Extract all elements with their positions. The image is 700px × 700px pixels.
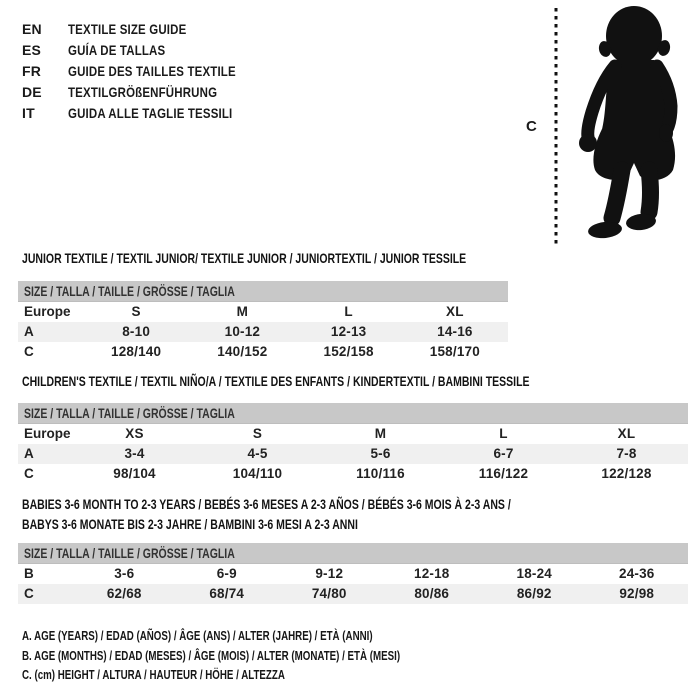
legend-note-text: A. AGE (YEARS) / EDAD (AÑOS) / ÂGE (ANS) / ALTER (JAHRE) / ETÀ (ANNI) bbox=[22, 628, 373, 643]
legend-note bbox=[22, 626, 526, 646]
table-cell: L bbox=[344, 304, 353, 319]
table-cell: XL bbox=[446, 304, 464, 319]
language-code: EN bbox=[22, 21, 42, 37]
table-cell: 8-10 bbox=[122, 324, 151, 339]
language-row bbox=[22, 103, 273, 124]
table-cell: 9-12 bbox=[315, 566, 344, 581]
table-cell: 10-12 bbox=[224, 324, 261, 339]
table-cell: M bbox=[374, 426, 387, 441]
table-header-text: SIZE / TALLA / TAILLE / GRÖSSE / TAGLIA bbox=[24, 283, 235, 299]
table-row bbox=[18, 342, 508, 362]
table-cell: 5-6 bbox=[370, 446, 391, 461]
language-row bbox=[22, 40, 273, 61]
row-label: A bbox=[24, 324, 34, 339]
table-cell: 12-18 bbox=[413, 566, 450, 581]
junior-textile-table bbox=[18, 251, 508, 362]
table-cell: 140/152 bbox=[217, 344, 268, 359]
language-code: FR bbox=[22, 63, 42, 79]
table-row bbox=[18, 564, 688, 584]
table-cell: 104/110 bbox=[232, 466, 283, 481]
toddler-silhouette bbox=[520, 2, 700, 248]
table-title bbox=[18, 494, 688, 534]
language-guide-title: TEXTILE SIZE GUIDE bbox=[68, 21, 187, 37]
language-code: DE bbox=[22, 84, 42, 100]
table-title bbox=[18, 251, 508, 266]
table-header-text: SIZE / TALLA / TAILLE / GRÖSSE / TAGLIA bbox=[24, 545, 235, 561]
legend-note-text: B. AGE (MONTHS) / EDAD (MESES) / ÂGE (MOIS) / ALTER (MONATE) / ETÀ (MESI) bbox=[22, 647, 401, 663]
table-cell: 14-16 bbox=[437, 324, 473, 339]
table-cell: 80/86 bbox=[414, 586, 450, 601]
language-code: IT bbox=[22, 105, 35, 121]
table-row bbox=[18, 584, 688, 604]
table-rows bbox=[18, 424, 688, 484]
language-row bbox=[22, 61, 273, 82]
table-cell: 24-36 bbox=[618, 566, 655, 581]
table-cell: 116/122 bbox=[478, 466, 529, 481]
table-cell: 3-6 bbox=[114, 566, 135, 581]
row-label: Europe bbox=[24, 304, 71, 319]
row-label: B bbox=[24, 566, 34, 581]
table-cell: M bbox=[236, 304, 249, 319]
table-cell: 62/68 bbox=[106, 586, 142, 601]
table-cell: 6-9 bbox=[216, 566, 237, 581]
table-title-line: JUNIOR TEXTILE / TEXTIL JUNIOR/ TEXTILE JUNIOR / JUNIORTEXTIL / JUNIOR TESSILE bbox=[22, 250, 467, 266]
table-cell: 4-5 bbox=[247, 446, 268, 461]
table-cell: 12-13 bbox=[330, 324, 367, 339]
legend-note-text: C. (cm) HEIGHT / ALTURA / HAUTEUR / HÖHE / ALTEZZA bbox=[22, 667, 285, 682]
table-cell: 68/74 bbox=[209, 586, 245, 601]
table-row bbox=[18, 464, 688, 484]
table-header-bar bbox=[18, 403, 688, 424]
table-cell: 74/80 bbox=[311, 586, 347, 601]
table-title-line: CHILDREN'S TEXTILE / TEXTIL NIÑO/A / TEXTILE DES ENFANTS / KINDERTEXTIL / BAMBINI TESSILE bbox=[22, 373, 530, 389]
language-guide-title: GUÍA DE TALLAS bbox=[68, 42, 166, 58]
table-cell: L bbox=[499, 426, 508, 441]
table-rows bbox=[18, 564, 688, 604]
table-row bbox=[18, 302, 508, 322]
table-cell: XL bbox=[617, 426, 636, 441]
table-cell: 158/170 bbox=[429, 344, 480, 359]
table-header-bar bbox=[18, 543, 688, 564]
babies-textile-table bbox=[18, 494, 688, 604]
row-label: Europe bbox=[24, 426, 71, 441]
table-cell: 7-8 bbox=[616, 446, 637, 461]
table-title-line: BABIES 3-6 MONTH TO 2-3 YEARS / BEBÉS 3-6 MESES A 2-3 AÑOS / BÉBÉS 3-6 MOIS À 2-3 ANS / bbox=[22, 496, 511, 512]
language-row bbox=[22, 19, 273, 40]
table-cell: 86/92 bbox=[516, 586, 552, 601]
table-header-text: SIZE / TALLA / TAILLE / GRÖSSE / TAGLIA bbox=[24, 405, 235, 421]
childrens-textile-table bbox=[18, 374, 688, 484]
table-cell: S bbox=[252, 426, 263, 441]
table-title-line: BABYS 3-6 MONATE BIS 2-3 JAHRE / BAMBINI 3-6 MESI A 2-3 ANNI bbox=[22, 516, 358, 532]
language-row bbox=[22, 82, 273, 103]
table-row bbox=[18, 424, 688, 444]
table-cell: 110/116 bbox=[356, 466, 405, 481]
table-cell: 3-4 bbox=[124, 446, 145, 461]
table-cell: 152/158 bbox=[323, 344, 374, 359]
table-cell: 6-7 bbox=[493, 446, 514, 461]
table-cell: 18-24 bbox=[516, 566, 553, 581]
table-cell: 122/128 bbox=[601, 466, 652, 481]
row-label: A bbox=[24, 446, 34, 461]
table-cell: 98/104 bbox=[113, 466, 156, 481]
table-cell: 92/98 bbox=[619, 586, 655, 601]
table-cell: XS bbox=[125, 426, 144, 441]
height-figure bbox=[520, 2, 700, 248]
notes-list bbox=[22, 626, 526, 685]
language-guide-title: GUIDA ALLE TAGLIE TESSILI bbox=[68, 105, 233, 121]
language-code: ES bbox=[22, 42, 42, 58]
legend-note bbox=[22, 665, 526, 685]
language-guide-title: GUIDE DES TAILLES TEXTILE bbox=[68, 63, 236, 79]
language-guide-title: TEXTILGRÖßENFÜHRUNG bbox=[68, 84, 218, 100]
table-row bbox=[18, 444, 688, 464]
row-label: C bbox=[24, 344, 34, 359]
table-cell: 128/140 bbox=[111, 344, 162, 359]
row-label: C bbox=[24, 466, 34, 481]
row-label: C bbox=[24, 586, 34, 601]
table-row bbox=[18, 322, 508, 342]
language-title-list bbox=[22, 19, 273, 124]
table-header-bar bbox=[18, 281, 508, 302]
table-title bbox=[18, 374, 688, 389]
legend-note bbox=[22, 646, 526, 666]
table-rows bbox=[18, 302, 508, 362]
table-cell: S bbox=[131, 304, 141, 319]
height-marker-label: C bbox=[526, 118, 537, 135]
